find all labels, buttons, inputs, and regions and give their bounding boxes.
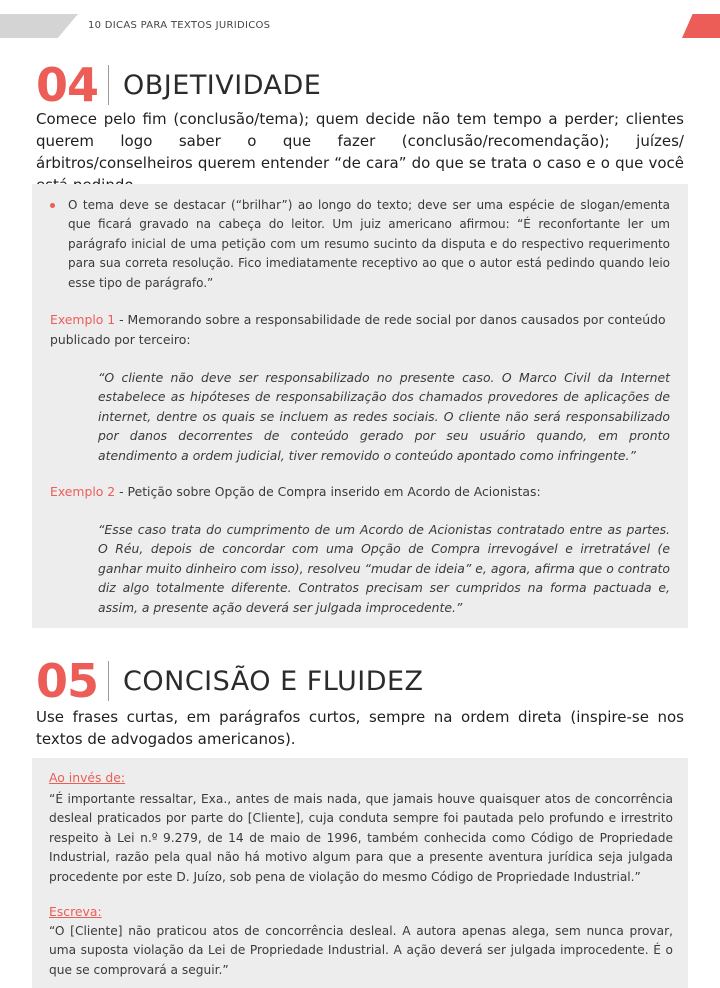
heading-divider (108, 65, 109, 105)
section-title: OBJETIVIDADE (123, 69, 322, 101)
instead-label: Ao invés de: (49, 770, 126, 785)
example-2 (50, 482, 670, 502)
section-number: 05 (36, 654, 99, 708)
example-2-label: Exemplo 2 (50, 484, 116, 499)
section-5-heading (36, 654, 424, 708)
write-text: “O [Cliente] não praticou atos de concorrência desleal. A autora apenas alega, sem nunca provar, uma suposta violação da Lei de Propriedade Industrial. A ação deverá ser julgada improcedente. É o que se comprovará a seguir.” (49, 924, 673, 977)
section-5-content-box (32, 758, 688, 988)
document-header-title: 10 DICAS PARA TEXTOS JURIDICOS (88, 20, 271, 31)
example-2-quote: “Esse caso trata do cumprimento de um Acordo de Acionistas contratado entre as partes. O Réu, depois de concordar com uma Opção de Compra irrevogável e irretratável (e ganhar muito dinheiro com isso), resolveu “mudar de ideia” e, agora, afirma que o contrato diz algo totalmente diferente. Contratos precisam ser cumpridos na forma pactuada e, assim, a presente ação deverá ser julgada improcedente.” (98, 522, 670, 615)
example-1 (50, 310, 670, 350)
section-number: 04 (36, 58, 99, 112)
bullet-text: O tema deve se destacar (“brilhar”) ao longo do texto; deve ser uma espécie de slogan/ementa que ficará gravado na cabeça do leitor. Um juiz americano afirmou: “É reconfortante ler um parágrafo inicial de uma petição com um resumo sucinto da disputa e do respectivo requerimento para sua correta resolução. Fico imediatamente receptivo ao que o autor está pedindo quando leio esse tipo de parágrafo.” (68, 198, 670, 290)
example-1-label: Exemplo 1 (50, 312, 116, 327)
section-5-lead: Use frases curtas, em parágrafos curtos, sempre na ordem direta (inspire-se nos textos de advogados americanos). (36, 708, 684, 748)
example-1-description: - Memorando sobre a responsabilidade de rede social por danos causados por conteúdo publicado por terceiro: (50, 312, 666, 347)
header-accent-bar (682, 14, 720, 38)
instead-text: “É importante ressaltar, Exa., antes de mais nada, que jamais houve quaisquer atos de concorrência desleal praticados por parte do [Cliente], cuja conduta sempre foi pautada pelo profundo e irrestrito respeito à Lei n.º 9.279, de 14 de maio de 1996, também conhecida como Código de Propriedade Industrial, razão pela qual não há motivo algum para que a presente aventura jurídica seja julgada procedente por este D. Juízo, sob pena de violação do mesmo Código de Propriedade Industrial.” (49, 792, 673, 884)
example-2-description: - Petição sobre Opção de Compra inserido em Acordo de Acionistas: (115, 484, 541, 499)
heading-divider (108, 661, 109, 701)
section-4-heading (36, 58, 322, 112)
bullet-dot-icon (50, 203, 55, 208)
section-4-content-box (32, 184, 688, 628)
section-4-lead: Comece pelo fim (conclusão/tema); quem decide não tem tempo a perder; clientes querem logo saber o que fazer (conclusão/recomendação); juízes/árbitros/conselheiros querem entender “de cara” do que se trata o caso e o que você (36, 110, 684, 172)
write-label: Escreva: (49, 904, 102, 919)
example-1-quote: “O cliente não deve ser responsabilizado no presente caso. O Marco Civil da Internet estabelece as hipóteses de responsabilização dos chamados provedores de aplicações de internet, dentre os quais se incluem as redes sociais. O cliente não será responsabilizado por danos decorrentes de conteúdo gerado por seu usuário quando, em pronto atendimento a ordem judicial, tiver removido o conteúdo apontado como infringente.” (98, 370, 670, 463)
bullet-item (50, 196, 670, 293)
header-decor-bar (0, 14, 78, 38)
section-title: CONCISÃO E FLUIDEZ (123, 665, 424, 697)
